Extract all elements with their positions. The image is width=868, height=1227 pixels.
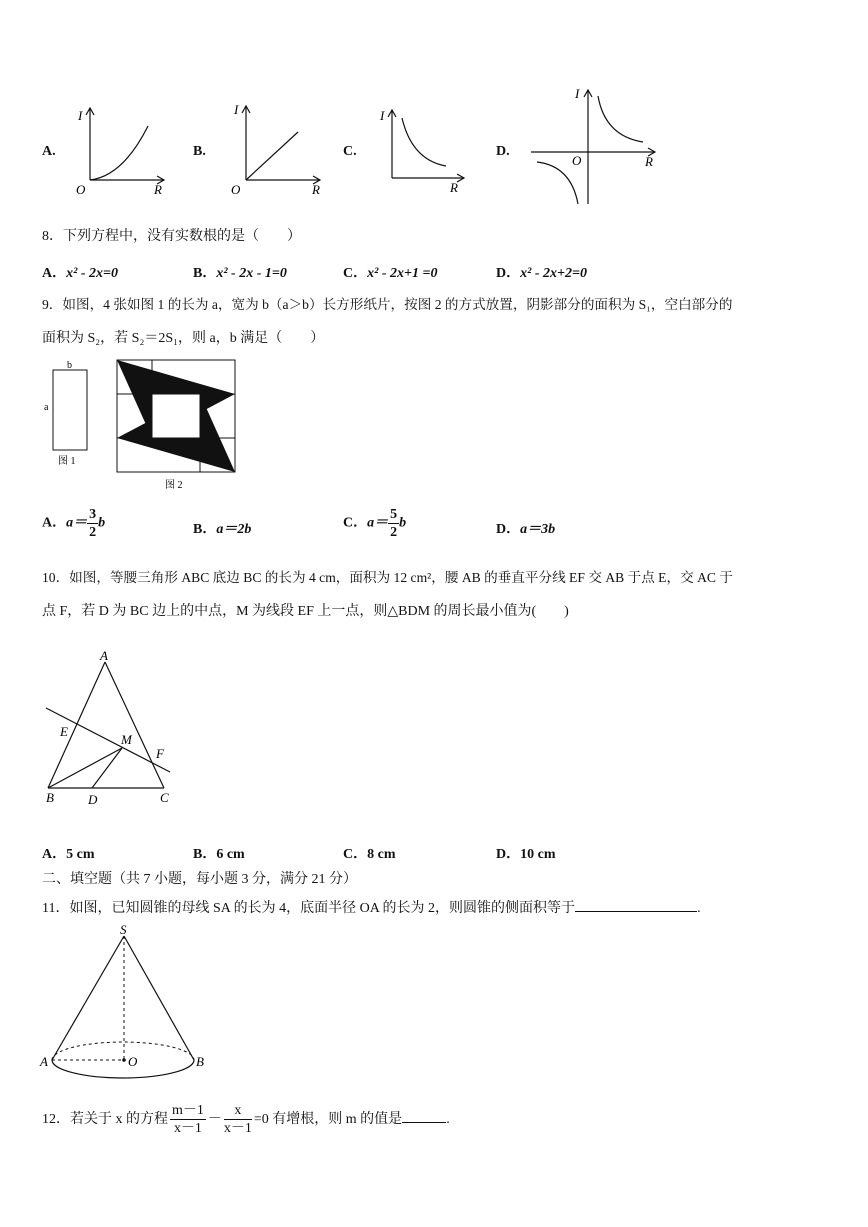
q7-graph-c bbox=[368, 98, 478, 198]
q9-figure-1 bbox=[40, 358, 100, 470]
q9-fig1-width-label: b bbox=[67, 360, 72, 371]
q7a-x-label: R bbox=[154, 182, 162, 197]
q10-point-m: M bbox=[121, 732, 132, 747]
q9-fig2-caption: 图 2 bbox=[165, 480, 183, 491]
q7b-origin-label: O bbox=[231, 182, 241, 197]
q12-answer-blank bbox=[402, 1122, 446, 1123]
q9-option-c: C．a＝ $\frac{5}{2}$ b bbox=[343, 507, 407, 540]
q10-option-d: D．10 cm bbox=[496, 847, 556, 862]
q7-option-a-label: A. bbox=[42, 144, 56, 159]
q8-stem: 8．下列方程中，没有实数根的是（ ） bbox=[42, 229, 301, 244]
q7-option-b-label: B. bbox=[193, 144, 206, 159]
q9-fig1-caption: 图 1 bbox=[58, 456, 76, 467]
q7b-y-label: I bbox=[234, 102, 239, 117]
q7a-y-label: I bbox=[78, 108, 83, 123]
q7-graph-b bbox=[222, 98, 332, 198]
q7d-origin-label: O bbox=[572, 153, 582, 168]
q10-point-b: B bbox=[46, 790, 54, 805]
q9-figure-2 bbox=[112, 356, 242, 494]
q11-answer-blank bbox=[575, 911, 697, 912]
q7d-y-label: I bbox=[575, 86, 580, 101]
q10-point-f: F bbox=[156, 746, 164, 761]
q11-stem: 11．如图，已知圆锥的母线 SA 的长为 4，底面半径 OA 的长为 2，则圆锥的侧面积等于 . bbox=[42, 901, 701, 916]
q8-option-b: B．x² - 2x - 1=0 bbox=[193, 266, 287, 281]
q7-option-c-label: C. bbox=[343, 144, 357, 159]
q9-stem-line2: 面积为 S₂，若 S₂＝2S₁，则 a，b 满足（ ） bbox=[42, 331, 325, 346]
q7c-x-label: R bbox=[450, 180, 458, 195]
q7d-x-label: R bbox=[645, 154, 653, 169]
q11-point-s: S bbox=[120, 922, 127, 937]
q8-option-a: A．x² - 2x=0 bbox=[42, 266, 118, 281]
q8-option-d: D．x² - 2x+2=0 bbox=[496, 266, 587, 281]
q10-option-b: B．6 cm bbox=[193, 847, 245, 862]
q11-point-b: B bbox=[196, 1054, 204, 1069]
q10-triangle-figure bbox=[38, 648, 178, 810]
q12-stem: 12．若关于 x 的方程 $\frac{m-1}{x-1}$ － $\frac{x}{x-1}$ =0 有增根，则 m 的值是 . bbox=[42, 1103, 450, 1137]
q7-graph-a bbox=[68, 98, 178, 198]
section-2-title: 二、填空题（共 7 小题，每小题 3 分，满分 21 分） bbox=[42, 872, 357, 887]
q11-cone-figure bbox=[36, 920, 216, 1084]
q10-stem-line2: 点 F，若 D 为 BC 边上的中点，M 为线段 EF 上一点，则△BDM 的周长最小值为( ) bbox=[42, 604, 569, 619]
q9-option-d: D．a＝3b bbox=[496, 522, 556, 537]
q7b-x-label: R bbox=[312, 182, 320, 197]
q9-option-a: A．a＝ $\frac{3}{2}$ b bbox=[42, 507, 106, 540]
q10-point-a: A bbox=[100, 648, 108, 663]
q9-fig1-height-label: a bbox=[44, 402, 49, 413]
q10-point-c: C bbox=[160, 790, 169, 805]
q7a-origin-label: O bbox=[76, 182, 86, 197]
q9-stem-line1: 9．如图，4 张如图 1 的长为 a，宽为 b（a＞b）长方形纸片，按图 2 的方式放置，阴影部分的面积为 S₁，空白部分的 bbox=[42, 297, 733, 312]
q10-option-a: A．5 cm bbox=[42, 847, 95, 862]
q11-point-o: O bbox=[128, 1054, 138, 1069]
q10-point-d: D bbox=[88, 792, 98, 807]
q10-option-c: C．8 cm bbox=[343, 847, 396, 862]
q10-stem-line1: 10．如图，等腰三角形 ABC 底边 BC 的长为 4 cm，面积为 12 cm²，腰 AB 的垂直平分线 EF 交 AB 于点 E，交 AC 于 bbox=[42, 570, 733, 585]
q7-option-d-label: D. bbox=[496, 144, 510, 159]
q7-graph-d bbox=[525, 84, 665, 210]
q10-point-e: E bbox=[60, 724, 68, 739]
q7c-y-label: I bbox=[380, 108, 385, 123]
q8-option-c: C．x² - 2x+1 =0 bbox=[343, 266, 438, 281]
q9-option-b: B．a＝2b bbox=[193, 522, 252, 537]
q11-point-a: A bbox=[40, 1054, 48, 1069]
